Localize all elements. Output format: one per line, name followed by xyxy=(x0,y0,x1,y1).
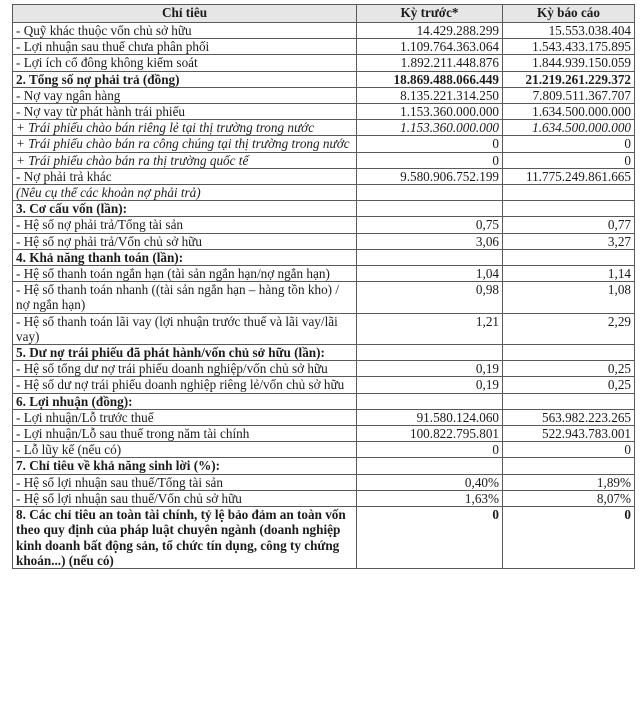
row-prior-value: 18.869.488.066.449 xyxy=(357,71,503,87)
row-label: - Quỹ khác thuộc vốn chủ sở hữu xyxy=(13,23,357,39)
row-prior-value: 0,40% xyxy=(357,474,503,490)
row-current-value xyxy=(503,345,635,361)
row-label: - Hệ số nợ phải trả/Tổng tài sản xyxy=(13,217,357,233)
row-prior-value xyxy=(357,458,503,474)
table-row xyxy=(13,409,635,425)
row-current-value: 0,77 xyxy=(503,217,635,233)
row-current-value: 0 xyxy=(503,442,635,458)
table-row xyxy=(13,120,635,136)
table-row xyxy=(13,442,635,458)
row-label: - Lợi nhuận/Lỗ sau thuế trong năm tài chính xyxy=(13,426,357,442)
table-row xyxy=(13,474,635,490)
table-row xyxy=(13,55,635,71)
row-prior-value: 0,75 xyxy=(357,217,503,233)
row-prior-value: 0,19 xyxy=(357,361,503,377)
row-label: 4. Khả năng thanh toán (lần): xyxy=(13,249,357,265)
row-current-value xyxy=(503,201,635,217)
table-row xyxy=(13,361,635,377)
header-indicator: Chỉ tiêu xyxy=(13,5,357,23)
row-label: - Hệ số thanh toán ngắn hạn (tài sản ngắn hạn/nợ ngắn hạn) xyxy=(13,266,357,282)
row-prior-value: 9.580.906.752.199 xyxy=(357,168,503,184)
row-current-value: 0,25 xyxy=(503,377,635,393)
row-prior-value xyxy=(357,185,503,201)
row-current-value xyxy=(503,393,635,409)
table-row xyxy=(13,39,635,55)
row-current-value: 522.943.783.001 xyxy=(503,426,635,442)
row-prior-value: 0,19 xyxy=(357,377,503,393)
row-current-value: 1,89% xyxy=(503,474,635,490)
table-row xyxy=(13,313,635,344)
row-prior-value xyxy=(357,393,503,409)
row-prior-value: 1,21 xyxy=(357,313,503,344)
row-label: 2. Tổng số nợ phải trả (đồng) xyxy=(13,71,357,87)
row-prior-value: 1.153.360.000.000 xyxy=(357,104,503,120)
row-prior-value: 0 xyxy=(357,152,503,168)
row-prior-value: 0,98 xyxy=(357,282,503,313)
row-label: + Trái phiếu chào bán ra thị trường quốc tế xyxy=(13,152,357,168)
row-label: 3. Cơ cấu vốn (lần): xyxy=(13,201,357,217)
row-label: - Hệ số lợi nhuận sau thuế/Tổng tài sản xyxy=(13,474,357,490)
row-prior-value: 8.135.221.314.250 xyxy=(357,87,503,103)
row-label: 6. Lợi nhuận (đồng): xyxy=(13,393,357,409)
row-label: - Nợ vay từ phát hành trái phiếu xyxy=(13,104,357,120)
table-body xyxy=(13,23,635,569)
row-prior-value: 1.892.211.448.876 xyxy=(357,55,503,71)
table-row xyxy=(13,23,635,39)
row-prior-value: 14.429.288.299 xyxy=(357,23,503,39)
row-current-value: 563.982.223.265 xyxy=(503,409,635,425)
row-prior-value xyxy=(357,249,503,265)
row-prior-value xyxy=(357,201,503,217)
row-label: - Hệ số thanh toán nhanh ((tài sản ngắn hạn – hàng tồn kho) / nợ ngắn hạn) xyxy=(13,282,357,313)
row-label: - Lỗ lũy kế (nếu có) xyxy=(13,442,357,458)
row-label: 5. Dư nợ trái phiếu đã phát hành/vốn chủ sở hữu (lần): xyxy=(13,345,357,361)
row-label: - Hệ số dư nợ trái phiếu doanh nghiệp riêng lẻ/vốn chủ sở hữu xyxy=(13,377,357,393)
row-prior-value: 0 xyxy=(357,442,503,458)
row-label: 8. Các chỉ tiêu an toàn tài chính, tỷ lệ bảo đảm an toàn vốn theo quy định của pháp luật chuyên ngành (doanh nghiệp kinh doanh bất động sản, tổ chức tín dụng, công ty chứng khoán...) (nếu có) xyxy=(13,507,357,569)
table-row xyxy=(13,282,635,313)
row-label: - Hệ số tổng dư nợ trái phiếu doanh nghiệp/vốn chủ sở hữu xyxy=(13,361,357,377)
row-label: + Trái phiếu chào bán ra công chúng tại thị trường trong nước xyxy=(13,136,357,152)
table-row xyxy=(13,345,635,361)
row-label: - Hệ số thanh toán lãi vay (lợi nhuận trước thuế và lãi vay/lãi vay) xyxy=(13,313,357,344)
row-current-value: 8,07% xyxy=(503,490,635,506)
row-current-value: 3,27 xyxy=(503,233,635,249)
header-prior-period: Kỳ trước* xyxy=(357,5,503,23)
row-prior-value: 1,63% xyxy=(357,490,503,506)
row-current-value: 21.219.261.229.372 xyxy=(503,71,635,87)
table-row xyxy=(13,377,635,393)
row-label: 7. Chỉ tiêu về khả năng sinh lời (%): xyxy=(13,458,357,474)
table-row xyxy=(13,185,635,201)
row-label: - Lợi ích cổ đông không kiểm soát xyxy=(13,55,357,71)
row-current-value: 2,29 xyxy=(503,313,635,344)
table-row xyxy=(13,249,635,265)
row-current-value xyxy=(503,185,635,201)
row-prior-value: 100.822.795.801 xyxy=(357,426,503,442)
row-label: - Hệ số nợ phải trả/Vốn chủ sở hữu xyxy=(13,233,357,249)
row-prior-value: 1.153.360.000.000 xyxy=(357,120,503,136)
table-row xyxy=(13,426,635,442)
row-prior-value: 1.109.764.363.064 xyxy=(357,39,503,55)
row-prior-value: 0 xyxy=(357,507,503,569)
table-row xyxy=(13,458,635,474)
table-row xyxy=(13,201,635,217)
row-current-value: 1.543.433.175.895 xyxy=(503,39,635,55)
row-prior-value: 0 xyxy=(357,136,503,152)
table-row xyxy=(13,104,635,120)
row-current-value: 0 xyxy=(503,136,635,152)
table-row xyxy=(13,233,635,249)
row-prior-value: 91.580.124.060 xyxy=(357,409,503,425)
row-current-value: 1,08 xyxy=(503,282,635,313)
table-row xyxy=(13,87,635,103)
row-label: - Nợ vay ngân hàng xyxy=(13,87,357,103)
row-current-value: 0,25 xyxy=(503,361,635,377)
header-current-period: Kỳ báo cáo xyxy=(503,5,635,23)
row-current-value: 1.844.939.150.059 xyxy=(503,55,635,71)
row-current-value: 7.809.511.367.707 xyxy=(503,87,635,103)
table-row xyxy=(13,266,635,282)
row-prior-value: 3,06 xyxy=(357,233,503,249)
row-current-value: 1.634.500.000.000 xyxy=(503,120,635,136)
row-current-value: 0 xyxy=(503,507,635,569)
row-current-value: 1.634.500.000.000 xyxy=(503,104,635,120)
row-current-value xyxy=(503,249,635,265)
row-prior-value: 1,04 xyxy=(357,266,503,282)
row-label: (Nêu cụ thể các khoản nợ phải trả) xyxy=(13,185,357,201)
row-current-value: 15.553.038.404 xyxy=(503,23,635,39)
table-row xyxy=(13,393,635,409)
row-label: - Lợi nhuận sau thuế chưa phân phối xyxy=(13,39,357,55)
table-row xyxy=(13,217,635,233)
financial-indicators-table xyxy=(12,4,635,569)
row-label: - Hệ số lợi nhuận sau thuế/Vốn chủ sở hữu xyxy=(13,490,357,506)
table-row xyxy=(13,152,635,168)
table-row xyxy=(13,490,635,506)
row-current-value: 0 xyxy=(503,152,635,168)
row-label: - Nợ phải trả khác xyxy=(13,168,357,184)
row-current-value: 1,14 xyxy=(503,266,635,282)
table-row xyxy=(13,168,635,184)
table-row xyxy=(13,71,635,87)
table-row xyxy=(13,507,635,569)
row-prior-value xyxy=(357,345,503,361)
row-label: - Lợi nhuận/Lỗ trước thuế xyxy=(13,409,357,425)
table-row xyxy=(13,136,635,152)
row-current-value xyxy=(503,458,635,474)
table-header-row xyxy=(13,5,635,23)
row-label: + Trái phiếu chào bán riêng lẻ tại thị trường trong nước xyxy=(13,120,357,136)
row-current-value: 11.775.249.861.665 xyxy=(503,168,635,184)
